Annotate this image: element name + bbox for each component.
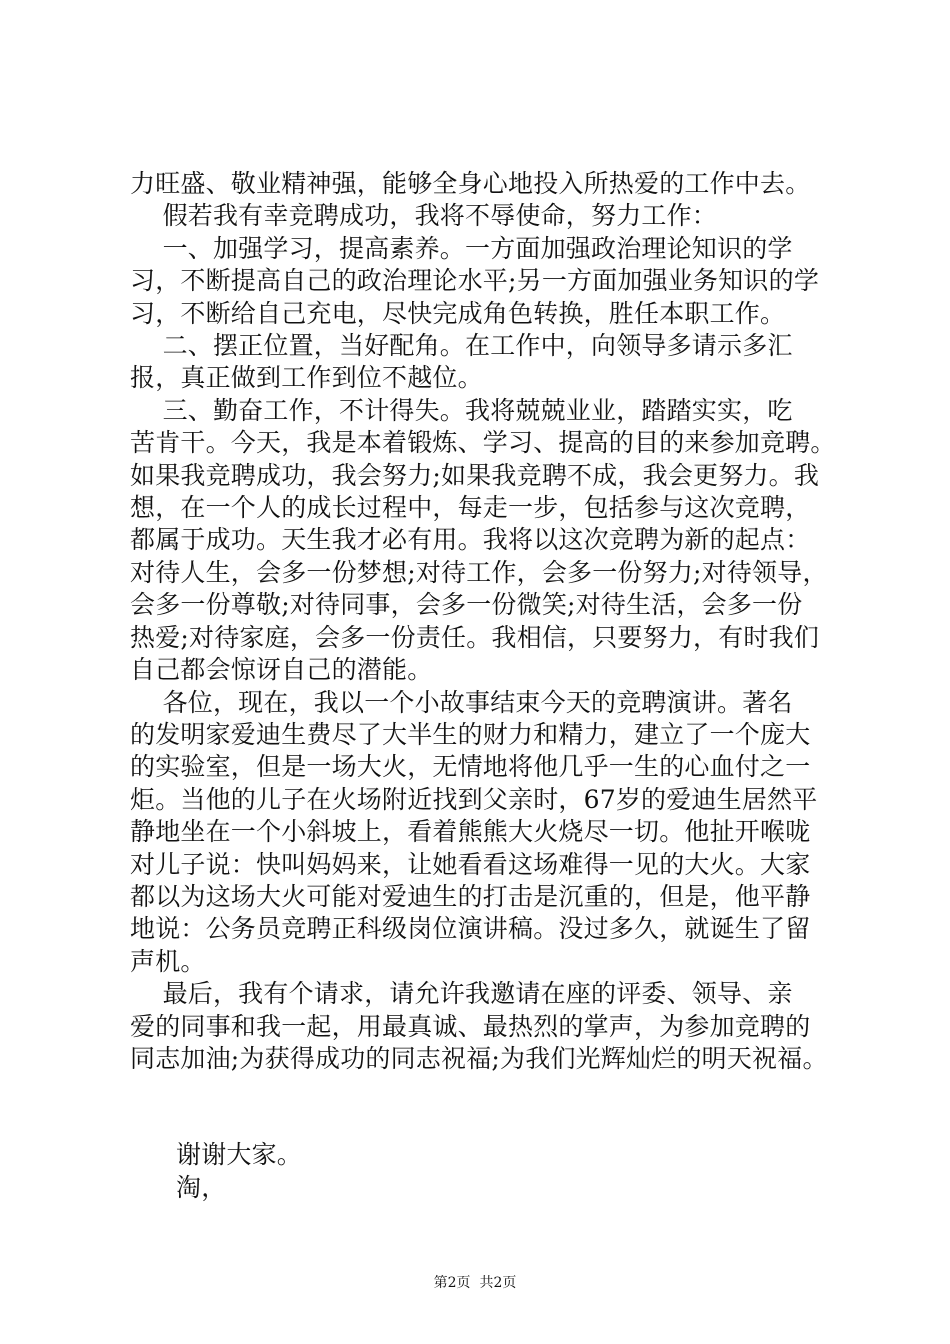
closing-block [130, 1139, 830, 1204]
text-line: 二、摆正位置，当好配角。在工作中，向领导多请示多汇 [130, 331, 793, 361]
text-line: 如果我竞聘成功，我会努力;如果我竞聘不成，我会更努力。我 [130, 460, 820, 490]
text-line: 三、勤奋工作，不计得失。我将兢兢业业，踏踏实实，吃 [130, 395, 793, 425]
text-line: 各位，现在，我以一个小故事结束今天的竞聘演讲。著名 [130, 687, 793, 717]
text-line: 报，真正做到工作到位不越位。 [130, 363, 483, 393]
text-line: 一、加强学习，提高素养。一方面加强政治理论知识的学 [130, 233, 793, 263]
paragraph-gap [130, 1075, 830, 1139]
text-line: 假若我有幸竞聘成功，我将不辱使命，努力工作： [130, 201, 717, 231]
text-line: 的实验室，但是一场大火，无情地将他几乎一生的心血付之一 [130, 752, 811, 782]
text-line: 都属于成功。天生我才必有用。我将以这次竞聘为新的起点： [130, 525, 811, 555]
text-line: 对儿子说：快叫妈妈来，让她看看这场难得一见的大火。大家 [130, 849, 811, 879]
closing-thanks: 谢谢大家。 [176, 1140, 303, 1170]
text-line: 地说：公务员竞聘正科级岗位演讲稿。没过多久，就诞生了留 [130, 914, 811, 944]
text-line: 炬。当他的儿子在火场附近找到父亲时，67岁的爱迪生居然平 [130, 784, 818, 814]
text-line: 静地坐在一个小斜坡上，看着熊熊大火烧尽一切。他扯开喉咙 [130, 817, 811, 847]
text-line: 同志加油;为获得成功的同志祝福;为我们光辉灿烂的明天祝福。 [130, 1043, 828, 1073]
text-line: 都以为这场大火可能对爱迪生的打击是沉重的，但是，他平静 [130, 881, 811, 911]
text-line: 最后，我有个请求，请允许我邀请在座的评委、领导、亲 [130, 979, 793, 1009]
text-line: 苦肯干。今天，我是本着锻炼、学习、提高的目的来参加竞聘。 [130, 428, 836, 458]
text-line: 力旺盛、敬业精神强，能够全身心地投入所热爱的工作中去。 [130, 169, 811, 198]
text-line: 习，不断给自己充电，尽快完成角色转换，胜任本职工作。 [130, 298, 786, 328]
text-line: 对待人生，会多一份梦想;对待工作，会多一份努力;对待领导， [130, 557, 828, 587]
page-footer: 第2页 共2页 [433, 1275, 517, 1291]
text-line: 爱的同事和我一起，用最真诚、最热烈的掌声，为参加竞聘的 [130, 1011, 811, 1041]
text-line: 的发明家爱迪生费尽了大半生的财力和精力，建立了一个庞大 [130, 719, 811, 749]
text-line: 声机。 [130, 946, 206, 976]
text-line: 自己都会惊讶自己的潜能。 [130, 655, 433, 685]
closing-fragment: 淘， [176, 1172, 227, 1202]
text-line: 想，在一个人的成长过程中，每走一步，包括参与这次竞聘， [130, 493, 811, 523]
text-line: 热爱;对待家庭，会多一份责任。我相信，只要努力，有时我们 [130, 622, 820, 652]
text-line: 会多一份尊敬;对待同事，会多一份微笑;对待生活，会多一份 [130, 590, 803, 620]
text-line: 习，不断提高自己的政治理论水平;另一方面加强业务知识的学 [130, 266, 820, 296]
document-body [130, 168, 836, 1204]
